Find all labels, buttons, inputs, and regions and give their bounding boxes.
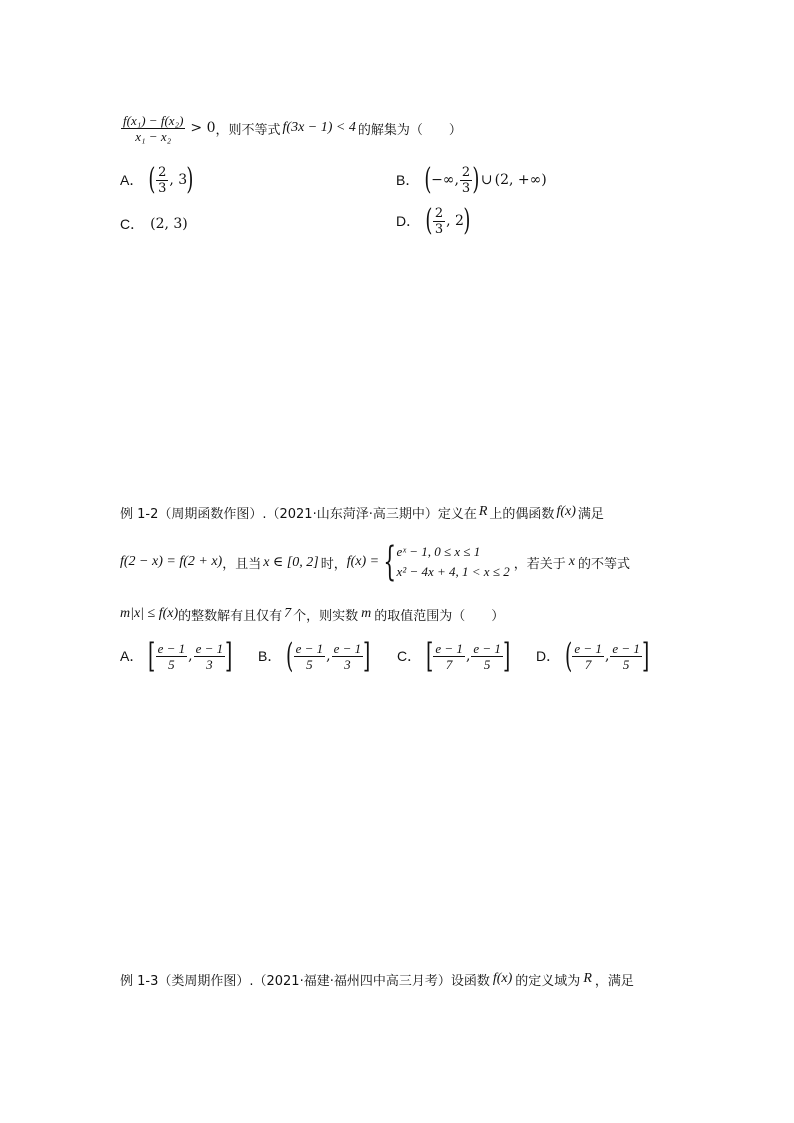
q2-line-1 <box>120 500 604 524</box>
q2-option-d[interactable]: D． ( $\frac{e - 1}{7}$ , $\frac{e - 1}{5}$ ] <box>536 636 650 676</box>
q2-l3-t1: 的整数解有且仅有 <box>178 608 283 624</box>
q2-text-t3: ，若关于 <box>513 556 566 572</box>
q1-frac-numerator: f(x₁) − f(x₂) <box>123 112 184 128</box>
option-letter: A． <box>120 172 144 188</box>
q2-option-c[interactable]: C． [ $\frac{e - 1}{7}$ , $\frac{e - 1}{5}$ ] <box>397 636 511 676</box>
q1-option-b[interactable]: B． ( −∞, $\frac{2}{3}$ ) ∪ (2, +∞) <box>396 162 547 197</box>
q2-case-1: eˣ − 1, 0 ≤ x ≤ 1 <box>396 544 481 559</box>
q2-R: R <box>478 504 488 519</box>
q1-condition-gt: > 0 <box>190 120 216 136</box>
q1-text-a: ，则不等式 <box>215 122 281 138</box>
q2-end: 满足 <box>577 506 604 522</box>
q3-label: 例 1-3（类周期作图）.（2021·福建·福州四中高三月考）设函数 <box>120 973 490 989</box>
q3-mid: 的定义域为 <box>515 973 581 989</box>
q2-case-2: x² − 4x + 4, 1 < x ≤ 2 <box>396 564 510 579</box>
q2-fx: f(x) <box>556 504 576 519</box>
q2-label: 例 1-2（周期函数作图）.（2021·山东菏泽·高三期中）定义在 <box>120 506 477 522</box>
q1-option-c[interactable]: C． (2, 3) <box>120 216 188 232</box>
q2-brace: { <box>383 539 397 585</box>
q1-condition-line <box>120 108 462 148</box>
q3-line-1 <box>120 967 634 991</box>
q2-option-b[interactable]: B． ( $\frac{e - 1}{5}$ , $\frac{e - 1}{3}$ ] <box>258 636 371 676</box>
q2-line-2 <box>120 540 630 584</box>
option-letter: C． <box>397 648 422 664</box>
q2-fx-eq: f(x) = <box>346 554 380 569</box>
q2-l3-count: 7 <box>284 606 292 621</box>
option-letter: B． <box>258 648 282 664</box>
q2-x: x <box>568 554 575 569</box>
q2-l3-t3: 的取值范围为（ ） <box>374 608 505 624</box>
q1-condition-fraction <box>121 113 185 144</box>
q2-text-t4: 的不等式 <box>577 556 630 572</box>
q2-l3-m: m <box>361 606 372 621</box>
q2-line-3 <box>120 602 504 626</box>
q1-text-b: 的解集为（ ） <box>357 122 462 138</box>
q2-piecewise <box>381 539 510 585</box>
q2-l3-t2: 个，则实数 <box>293 608 359 624</box>
option-letter: A． <box>120 648 144 664</box>
q2-inequality: m|x| ≤ f(x) <box>120 606 179 621</box>
option-letter: D． <box>396 213 421 229</box>
q2-domain: x ∈ [0, 2] <box>263 554 319 570</box>
q2-text-t2: 时， <box>320 556 347 572</box>
q1-option-d[interactable]: D． ( $\frac{2}{3}$ , 2 ) <box>396 203 471 238</box>
q2-mid: 上的偶函数 <box>489 506 555 522</box>
q2-option-a[interactable]: A． [ $\frac{e - 1}{5}$ , $\frac{e - 1}{3}$ ] <box>120 636 233 676</box>
q1-frac-denominator: x₁ − x₂ <box>135 128 172 144</box>
q1-option-a[interactable]: A． ( $\frac{2}{3}$ , 3 ) <box>120 162 194 197</box>
q3-R: R <box>583 971 592 986</box>
option-letter: C． <box>120 216 145 232</box>
q3-fx: f(x) <box>492 971 513 986</box>
option-letter: D． <box>536 648 561 664</box>
q1-inequality: f(3x − 1) < 4 <box>282 120 356 135</box>
q2-text-t1: ，且当 <box>222 556 262 572</box>
q3-end: ，满足 <box>594 973 634 989</box>
option-letter: B． <box>396 172 420 188</box>
q2-symmetry-eq: f(2 − x) = f(2 + x) <box>120 554 223 569</box>
